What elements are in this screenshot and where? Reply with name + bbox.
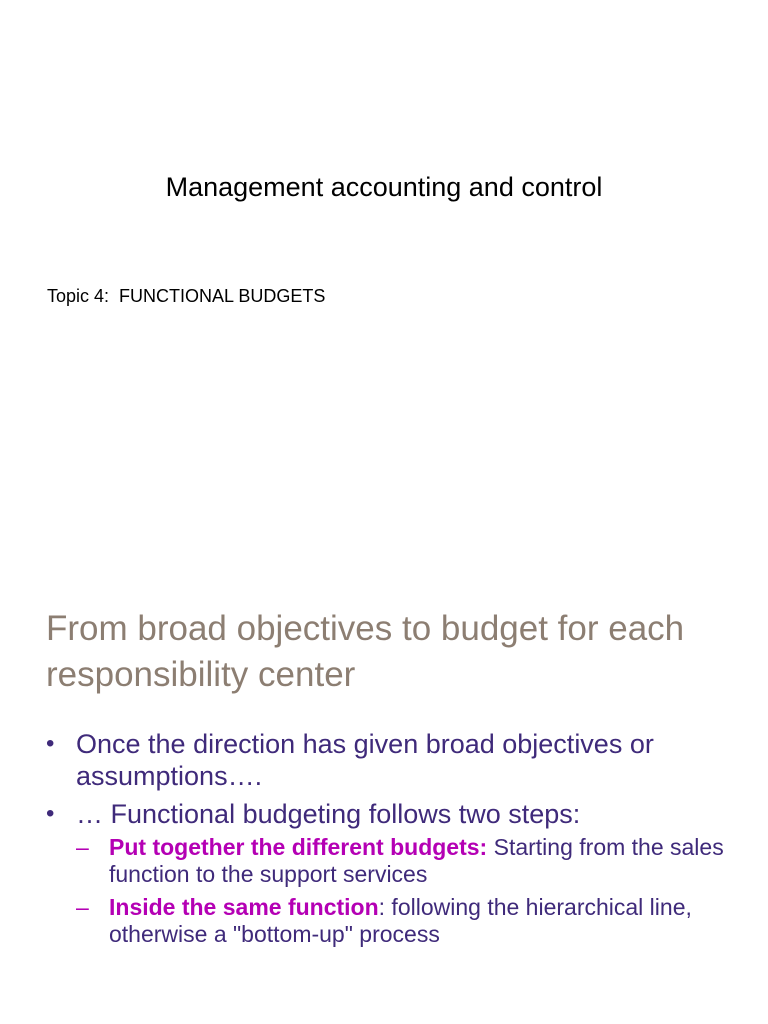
topic-label: Topic 4: FUNCTIONAL BUDGETS bbox=[47, 286, 326, 306]
bullet-item bbox=[46, 728, 746, 792]
sub-bullet-emphasis: Inside the same function bbox=[109, 894, 379, 920]
content-slide bbox=[0, 560, 768, 1024]
bullet-marker: • bbox=[46, 800, 55, 827]
sub-bullet-text: : following the hierarchical line, otherwise a "bottom-up" process bbox=[109, 894, 692, 947]
sub-bullet-text: Starting from the sales function to the support services bbox=[109, 834, 724, 887]
bullet-marker: • bbox=[46, 730, 55, 757]
sub-bullet-item bbox=[76, 834, 746, 888]
dash-marker: – bbox=[76, 834, 89, 860]
dash-marker: – bbox=[76, 894, 89, 920]
bullet-text: … Functional budgeting follows two steps: bbox=[76, 799, 581, 829]
bullet-item bbox=[46, 798, 746, 948]
sub-bullet-item bbox=[76, 894, 746, 948]
deck-title: Management accounting and control bbox=[165, 172, 603, 202]
sub-bullet-list bbox=[76, 834, 746, 948]
slide-heading: From broad objectives to budget for each responsibility center bbox=[46, 609, 685, 694]
bullet-text: Once the direction has given broad objectives or assumptions…. bbox=[76, 729, 654, 791]
bullet-list bbox=[46, 728, 746, 954]
sub-bullet-emphasis: Put together the different budgets: bbox=[109, 834, 488, 860]
